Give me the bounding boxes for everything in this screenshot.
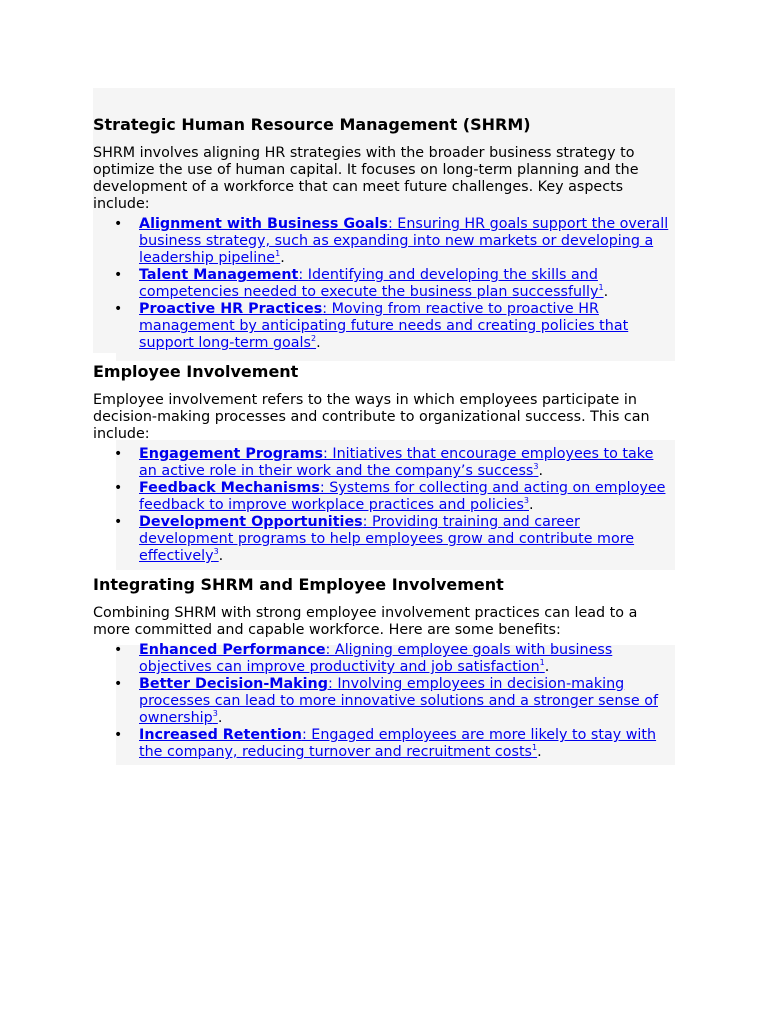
- item-period: .: [529, 497, 534, 513]
- list-item: [93, 446, 675, 480]
- item-text: : Ensuring HR goals support the overall business strategy, such as expanding into new markets or developing a leadership pipeline: [139, 216, 669, 266]
- item-term: Feedback Mechanisms: [139, 480, 320, 496]
- item-period: .: [544, 659, 550, 675]
- item-text: : Systems for collecting and acting on employee feedback to improve workplace practices and policies: [139, 480, 666, 513]
- item-period: .: [537, 744, 542, 760]
- list-item: [93, 480, 675, 514]
- item-term: Proactive HR Practices: [139, 301, 323, 317]
- section-intro: Combining SHRM with strong employee involvement practices can lead to a more committed and capable workforce. Here are some benefits:: [93, 605, 638, 638]
- document-body: [93, 88, 675, 761]
- item-term: Better Decision-Making: [139, 676, 328, 692]
- footnote-ref: 1: [598, 283, 604, 293]
- item-text: : Initiatives that encourage employees to take an active role in their work and the company’s success: [139, 446, 654, 479]
- list-item-link[interactable]: [139, 727, 656, 760]
- footnote-ref: 1: [539, 658, 545, 668]
- bullet-glyph: •: [114, 480, 123, 496]
- bullet-glyph: •: [114, 676, 123, 692]
- item-period: .: [603, 284, 609, 300]
- bullet-list: [93, 446, 675, 565]
- list-item-link[interactable]: [139, 446, 653, 479]
- item-period: .: [280, 250, 285, 266]
- list-item: [93, 642, 675, 676]
- bullet-glyph: •: [114, 216, 123, 232]
- item-text: : Aligning employee goals with business objectives can improve productivity and job satisfaction: [139, 642, 613, 675]
- section-intro: Employee involvement refers to the ways in which employees participate in decision-making processes and contribute to organizational success. This can include:: [93, 392, 650, 442]
- list-item-link[interactable]: [139, 301, 628, 351]
- bullet-glyph: •: [114, 301, 123, 317]
- item-period: .: [218, 548, 224, 564]
- item-period: .: [217, 710, 223, 726]
- bullet-glyph: •: [114, 267, 123, 283]
- item-text: : Engaged employees are more likely to stay with the company, reducing turnover and recruitment costs: [139, 727, 657, 760]
- footnote-ref: 3: [212, 709, 218, 719]
- list-item: [93, 267, 675, 301]
- section-heading: Integrating SHRM and Employee Involvement: [93, 575, 504, 594]
- item-term: Development Opportunities: [139, 514, 363, 530]
- item-period: .: [538, 463, 544, 479]
- bullet-list: [93, 642, 675, 761]
- footnote-ref: 2: [310, 334, 317, 344]
- bullet-glyph: •: [114, 727, 123, 743]
- item-term: Engagement Programs: [139, 446, 324, 462]
- item-text: : Providing training and career development programs to help employees grow and contribute more effectively: [139, 514, 635, 564]
- footnote-ref: 3: [533, 462, 539, 472]
- list-item-link[interactable]: [139, 216, 668, 266]
- footnote-ref: 1: [532, 743, 538, 753]
- footnote-ref: 3: [523, 496, 529, 506]
- bullet-glyph: •: [114, 446, 123, 462]
- list-item: [93, 676, 675, 727]
- section-shrm: [93, 88, 675, 352]
- footnote-ref: 3: [213, 547, 219, 557]
- bullet-glyph: •: [114, 514, 123, 530]
- list-item: [93, 216, 675, 267]
- list-item: [93, 301, 675, 352]
- list-item-link[interactable]: [139, 642, 612, 675]
- item-term: Talent Management: [139, 267, 299, 283]
- section-heading: Employee Involvement: [93, 362, 299, 381]
- item-text: : Identifying and developing the skills and competencies needed to execute the business plan successfully: [139, 267, 599, 300]
- section-integrating: [93, 565, 675, 761]
- item-period: .: [316, 335, 321, 351]
- bullet-list: [93, 216, 675, 352]
- item-text: : Involving employees in decision-making processes can lead to more innovative solutions and a stronger sense of ownership: [139, 676, 658, 726]
- section-employee-involvement: [93, 352, 675, 565]
- list-item: [93, 727, 675, 761]
- list-item: [93, 514, 675, 565]
- list-item-link[interactable]: [139, 480, 665, 513]
- item-term: Increased Retention: [139, 727, 302, 743]
- item-text: : Moving from reactive to proactive HR management by anticipating future needs and creating policies that support long-term goals: [139, 301, 629, 351]
- item-term: Enhanced Performance: [139, 642, 326, 658]
- section-intro: SHRM involves aligning HR strategies with the broader business strategy to optimize the use of human capital. It focuses on long-term planning and the development of a workforce that can meet future challenges. Key aspects include:: [93, 145, 639, 212]
- list-item-link[interactable]: [139, 514, 634, 564]
- footnote-ref: 1: [275, 249, 281, 259]
- section-heading: Strategic Human Resource Management (SHRM): [93, 115, 531, 134]
- item-term: Alignment with Business Goals: [139, 216, 388, 232]
- bullet-glyph: •: [114, 642, 123, 658]
- list-item-link[interactable]: [139, 267, 604, 300]
